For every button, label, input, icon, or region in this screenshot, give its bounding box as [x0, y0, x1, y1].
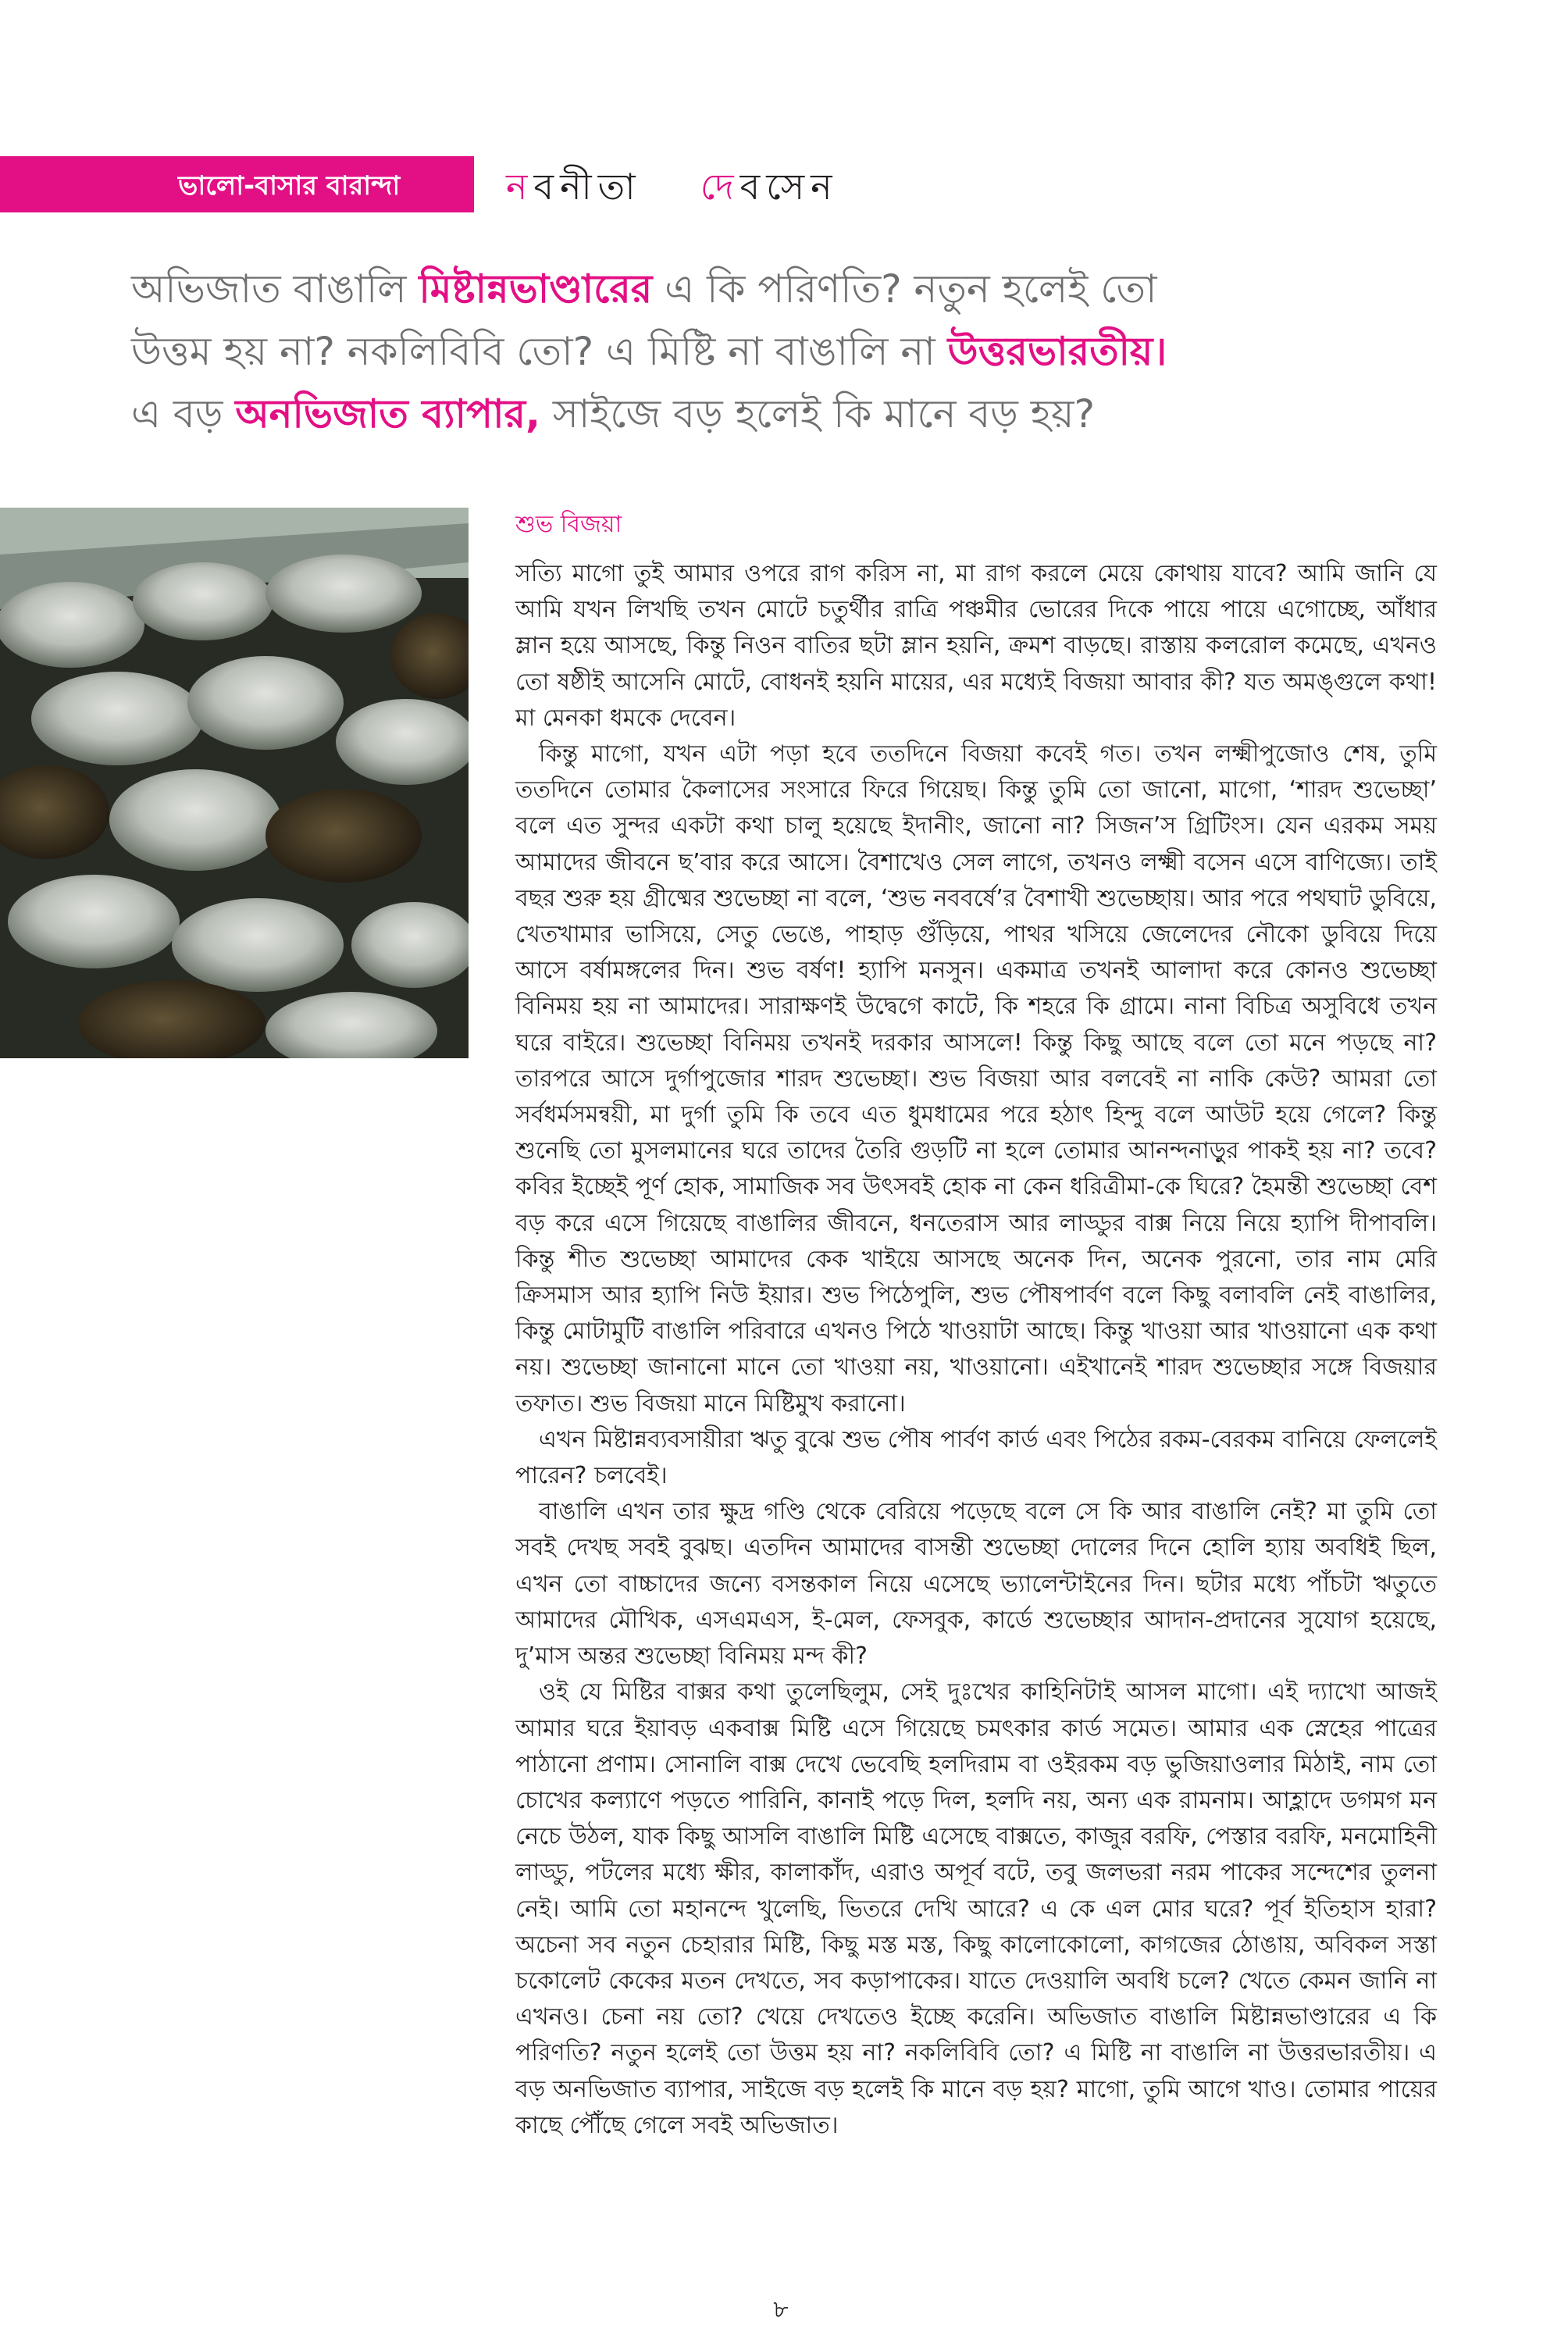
sweets-photo-illustration [0, 508, 469, 1058]
pull-quote [131, 258, 1474, 445]
author-name-part-2: বসেন [739, 166, 839, 208]
author-name-part-1: বনীতা [533, 166, 642, 208]
pq-text: এ কি পরিণতি? নতুন হলেই তো [652, 266, 1157, 312]
article-paragraph-2: কিন্তু মাগো, যখন এটা পড়া হবে ততদিনে বিজয়া কবেই গত। তখন লক্ষ্মীপুজোও শেষ, তুমি ততদিনে তোমার কৈলাসের সংসারে ফিরে গিয়েছ। কিন্তু তুমি তো জানো, মাগো, ‘শারদ শুভেচ্ছা’ বলে এত সুন্দর একটা কথা চালু হয়েছে ইদানীং, জানো না? সিজন’স গ্রিটিংস। যেন এরকম সময় আমাদের জীবনে ছ’বার করে আসে। বৈশাখেও সেল লাগে, তখনও লক্ষ্মী বসেন এসে বাণিজ্যে। তাই বছর শুরু হয় গ্রীষ্মের শুভেচ্ছা না বলে, ‘শুভ নববর্ষে’র বৈশাখী শুভেচ্ছায়। আর পরে পথঘাট ডুবিয়ে, খেতখামার ভাসিয়ে, সেতু ভেঙে, পাহাড় গুঁড়িয়ে, পাথর খসিয়ে জেলেদের নৌকো ডুবিয়ে দিয়ে আসে বর্ষামঙ্গলের দিন। শুভ বর্ষণ! হ্যাপি মনসুন। একমাত্র তখনই আলাদা করে কোনও শুভেচ্ছা বিনিময় হয় না আমাদের। সারাক্ষণই উদ্বেগে কাটে, কি শহরে কি গ্রামে। নানা বিচিত্র অসুবিধে তখন ঘরে বাইরে। শুভেচ্ছা বিনিময় তখনই দরকার আসলে! কিন্তু কিছু আছে বলে তো মনে পড়ছে না? তারপরে আসে দুর্গাপুজোর শারদ শুভেচ্ছা। শুভ বিজয়া আর বলবেই না নাকি কেউ? আমরা তো সর্বধর্মসমন্বয়ী, মা দুর্গা তুমি কি তবে এত ধুমধামের পরে হঠাৎ হিন্দু বলে আউট হয়ে গেলে? কিন্তু শুনেছি তো মুসলমানের ঘরে তাদের তৈরি গুড়টি না হলে তোমার আনন্দনাড়ুর পাকই হয় না? তবে? কবির ইচ্ছেই পূর্ণ হোক, সামাজিক সব উৎসবই হোক না কেন ধরিত্রীমা-কে ঘিরে? হৈমন্তী শুভেচ্ছা বেশ বড় করে এসে গিয়েছে বাঙালির জীবনে, ধনতেরাস আর লাড্ডুর বাক্স নিয়ে নিয়ে হ্যাপি দীপাবলি। কিন্তু শীত শুভেচ্ছা আমাদের কেক খাইয়ে আসছে অনেক দিন, অনেক পুরনো, তার নাম মেরি ক্রিসমাস আর হ্যাপি নিউ ইয়ার। শুভ পিঠেপুলি, শুভ পৌষপার্বণ বলে কিছু বলাবলি নেই বাঙালির, কিন্তু মোটামুটি বাঙালি পরিবারে এখনও পিঠে খাওয়াটা আছে। কিন্তু খাওয়া আর খাওয়ানো এক কথা নয়। শুভেচ্ছা জানানো মানে তো খাওয়া নয়, খাওয়ানো। এইখানেই শারদ শুভেচ্ছার সঙ্গে বিজয়ার তফাত। শুভ বিজয়া মানে মিষ্টিমুখ করানো। [515, 740, 1437, 1417]
pq-text: সাইজে বড় হলেই কি মানে বড় হয়? [540, 391, 1096, 437]
pull-quote-line-3 [131, 383, 1474, 445]
author-name [506, 161, 839, 212]
page-number: ৮ [773, 2296, 789, 2323]
pq-highlight: মিষ্টান্নভাণ্ডারের [419, 266, 653, 312]
article-paragraph-3: এখন মিষ্টান্নব্যবসায়ীরা ঋতু বুঝে শুভ পৌষ পার্বণ কার্ড এবং পিঠের রকম-বেরকম বানিয়ে ফেললেই পারেন? চলবেই। [515, 1425, 1437, 1490]
column-label: ভালো-বাসার বারান্দা [178, 170, 401, 201]
article-body [515, 556, 1437, 2144]
author-initial-2: দে [700, 166, 740, 208]
pq-text: অভিজাত বাঙালি [131, 266, 419, 312]
pq-highlight: অনভিজাত ব্যাপার, [235, 391, 540, 437]
article-paragraph-1: সত্যি মাগো তুই আমার ওপরে রাগ করিস না, মা রাগ করলে মেয়ে কোথায় যাবে? আমি জানি যে আমি যখন লিখছি তখন মোটে চতুর্থীর রাত্রি পঞ্চমীর ভোরের দিকে পায়ে পায়ে এগোচ্ছে, আঁধার ম্লান হয়ে আসছে, কিন্তু নিওন বাতির ছটা ম্লান হয়নি, ক্রমশ বাড়ছে। রাস্তায় কলরোল কমেছে, এখনও তো ষষ্ঠীই আসেনি মোটে, বোধনই হয়নি মায়ের, এর মধ্যেই বিজয়া আবার কী? যত অমঙ্গুলে কথা! মা মেনকা ধমকে দেবেন। [515, 560, 1437, 732]
article-paragraph-4: বাঙালি এখন তার ক্ষুদ্র গণ্ডি থেকে বেরিয়ে পড়েছে বলে সে কি আর বাঙালি নেই? মা তুমি তো সবই দেখছ সবই বুঝছ। এতদিন আমাদের বাসন্তী শুভেচ্ছা দোলের দিনে হোলি হ্যায় অবধিই ছিল, এখন তো বাচ্চাদের জন্যে বসন্তকাল নিয়ে এসেছে ভ্যালেন্টাইনের দিন। ছটার মধ্যে পাঁচটা ঋতুতে আমাদের মৌখিক, এসএমএস, ই-মেল, ফেসবুক, কার্ডে শুভেচ্ছার আদান-প্রদানের সুযোগ হয়েছে, দু’মাস অন্তর শুভেচ্ছা বিনিময় মন্দ কী? [515, 1498, 1437, 1671]
author-initial-1: ন [506, 166, 534, 208]
article-paragraph-5: ওই যে মিষ্টির বাক্সর কথা তুলেছিলুম, সেই দুঃখের কাহিনিটাই আসল মাগো। এই দ্যাখো আজই আমার ঘরে ইয়াবড় একবাক্স মিষ্টি এসে গিয়েছে চমৎকার কার্ড সমেত। আমার এক স্নেহের পাত্রের পাঠানো প্রণাম। সোনালি বাক্স দেখে ভেবেছি হলদিরাম বা ওইরকম বড় ভুজিয়াওলার মিঠাই, নাম তো চোখের কল্যাণে পড়তে পারিনি, কানাই পড়ে দিল, হলদি নয়, অন্য এক রামনাম। আহ্লাদে ডগমগ মন নেচে উঠল, যাক কিছু আসলি বাঙালি মিষ্টি এসেছে বাক্সতে, কাজুর বরফি, পেস্তার বরফি, মনমোহিনী লাড্ডু, পটলের মধ্যে ক্ষীর, কালাকাঁদ, এরাও অপূর্ব বটে, তবু জলভরা নরম পাকের সন্দেশের তুলনা নেই। আমি তো মহানন্দে খুলেছি, ভিতরে দেখি আরে? এ কে এল মোর ঘরে? পূর্ব ইতিহাস হারা? অচেনা সব নতুন চেহারার মিষ্টি, কিছু মস্ত মস্ত, কিছু কালোকোলো, কাগজের ঠোঙায়, অবিকল সস্তা চকোলেট কেকের মতন দেখতে, সব কড়াপাকের। যাতে দেওয়ালি অবধি চলে? খেতে কেমন জানি না এখনও। চেনা নয় তো? খেয়ে দেখতেও ইচ্ছে করেনি। অভিজাত বাঙালি মিষ্টান্নভাণ্ডারের এ কি পরিণতি? নতুন হলেই তো উত্তম হয় না? নকলিবিবি তো? এ মিষ্টি না বাঙালি না উত্তরভারতীয়। এ বড় অনভিজাত ব্যাপার, সাইজে বড় হলেই কি মানে বড় হয়? মাগো, তুমি আগে খাও। তোমার পায়ের কাছে পৌঁছে গেলে সবই অভিজাত। [515, 1678, 1437, 2139]
pq-text: এ বড় [131, 391, 236, 437]
pull-quote-line-2 [131, 320, 1474, 383]
pq-text: উত্তম হয় না? নকলিবিবি তো? এ মিষ্টি না বাঙালি না [131, 329, 948, 374]
pull-quote-line-1 [131, 258, 1474, 320]
sweets-photo [0, 508, 469, 1058]
pq-highlight: উত্তরভারতীয়। [947, 329, 1167, 374]
section-title: শুভ বিজয়া [515, 511, 622, 538]
